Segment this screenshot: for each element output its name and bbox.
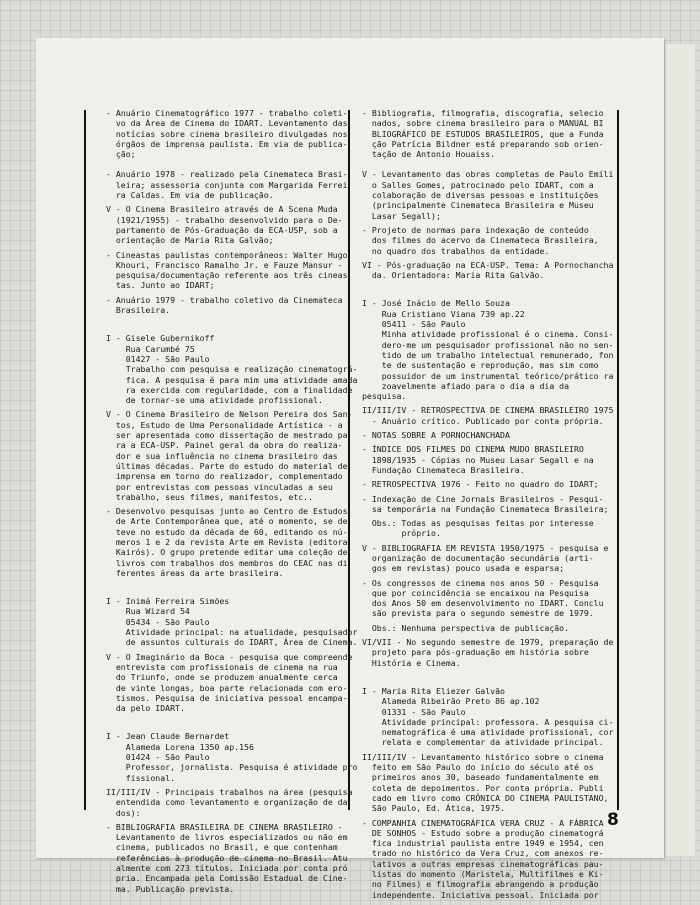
next-page-edge xyxy=(664,44,695,856)
entry-ceac: - Desenvolvo pesquisas junto ao Centro de Estudos de Arte Contemporânea que, até o momento, se de teve no estudo da década de 60, editando os nú- meros 1 e 2 da revista Arte em Revista (editora Kairós). O grupo pretende editar uma coleção de livros com trabalhos dos membros do CEAC nas di ferentes áreas da arte brasileira. xyxy=(106,506,348,578)
entry-inima-simoes: I - Inimá Ferreira Simões Rua Wizard 54 05434 - São Paulo Atividade principal: na atualidade, pesquisador de assuntos culturais do IDART, Área de Cinema. xyxy=(106,596,358,648)
entry-gisele-gubernikoff: I - Gisele Gubernikoff Rua Carumbé 75 01427 - São Paulo Trabalho com pesquisa e realização cinematográ- fica. A pesquisa é para mim uma atividade amada ra exercida com regularidade, com a finalidade de tornar-se uma atividade profissional. xyxy=(106,333,358,406)
right-column xyxy=(362,108,618,900)
entry-anuario-1977: - Anuário Cinematográfico 1977 - trabalho coleti- vo da Área de Cinema do IDART. Levantamento das notícias sobre cinema brasileiro divulgadas nos órgãos de imprensa paulista. Em via de publica- ção; xyxy=(106,108,348,160)
entry-projeto-normas: - Projeto de normas para indexação de conteúdo dos filmes do acervo da Cinemateca Brasileira, no quadro dos trabalhos da entidade. xyxy=(362,224,599,256)
entry-jean-claude-bernardet: I - Jean Claude Bernardet Alameda Lorena 1350 ap.156 01424 - São Paulo Professor, jornalista. Pesquisa é atividade pro fissional. xyxy=(106,731,358,783)
entry-scena-muda: V - O Cinema Brasileiro através de A Scena Muda (1921/1955) - trabalho desenvolvido para o De- partamento de Pós-Graduação da ECA-USP, sob a orientação de Maria Rita Galvão; xyxy=(106,204,343,246)
entry-obs-publicacao: Obs.: Nenhuma perspectiva de publicação. xyxy=(362,622,570,633)
entry-cineastas-paulistas: - Cineastas paulistas contemporâneos: Walter Hugo Khouri, Francisco Ramalho Jr. e Fauze Mansur - pesquisa/documentação referente aos três cineas tas. Junto ao IDART; xyxy=(106,249,348,291)
entry-obs-interesse: Obs.: Todas as pesquisas feitas por interesse próprio. xyxy=(371,518,594,539)
entry-anuario-1978: - Anuário 1978 - realizado pela Cinemateca Brasi- leira; assessoria conjunta com Margarida Ferrei ra Caldas. Em via de publicação. xyxy=(106,169,348,201)
entry-paulo-emilio: V - Levantamento das obras completas de Paulo Emíli o Salles Gomes, patrocinado pelo IDART, com a colaboração de diversas pessoas e instituições (principalmente Cinemateca Brasileira e Museu Lasar Segall); xyxy=(362,169,614,221)
entry-imaginario-boca: V - O Imaginário da Boca - pesquisa que compreende entrevista com profissionais de cinema na rua do Triunfo, onde se produzem anualmente cerca de vinte longas, boa parte relacionada com ero- tismos. Pesquisa de iniciativa pessoal encampa- da pelo IDART. xyxy=(106,651,353,714)
left-column-rule xyxy=(84,110,86,810)
entry-nelson-pereira: V - O Cinema Brasileiro de Nelson Pereira dos San- tos, Estudo de Uma Personalidade Artística - a ser apresentada como dissertação de mestrado pa ra a ECA-USP. Painel geral da obra do realiza- dor e sua influência no cinema brasileiro das últimas décadas. Parte do estudo do material de imprensa em torno do realizador, complementado por entrevistas com pessoas vinculadas a seu trabalho, seus filmes, manifestos, etc.. xyxy=(106,409,353,502)
entry-retrospectiva-1975: II/III/IV - RETROSPECTIVA DE CINEMA BRASILEIRO 1975 - Anuário crítico. Publicado por conta própria. xyxy=(362,405,614,426)
entry-jose-inacio: I - José Inácio de Mello Souza Rua Cristiano Viana 739 ap.22 05411 - São Paulo Minha atividade profissional é o cinema. Consi- dero-me um pesquisador profissional não no sen- tido de um trabalho intelectual remunerado, fon te de sustentação e reprodução, mas sim como possuidor de um instrumental teórico/prático ra zoavelmente afiado para o dia a dia da pesquisa. xyxy=(362,298,614,402)
entry-anuario-1979: - Anuário 1979 - trabalho coletivo da Cinemateca Brasileira. xyxy=(106,294,343,316)
entry-bibliografia-revista: V - BIBLIOGRAFIA EM REVISTA 1950/1975 - pesquisa e organização de documentação secundária (arti- gos em revistas) pouco usada e esparsa; xyxy=(362,542,609,574)
entry-notas-pornochanchada: - NOTAS SOBRE A PORNOCHANCHADA xyxy=(362,430,510,441)
entry-maria-rita-galvao: I - Maria Rita Eliezer Galvão Alameda Ribeirão Preto 86 ap.102 01331 - São Paulo Atividade principal: professora. A pesquisa ci- nematográfica é uma atividade profissional, cor relata e complementar da atividade principal. xyxy=(362,685,614,748)
entry-indice-cinema-mudo: - ÍNDICE DOS FILMES DO CINEMA MUDO BRASILEIRO 1898/1935 - Cópias no Museu Lasar Segall e na Fundação Cinemateca Brasileira. xyxy=(362,444,594,475)
entry-vera-cruz: - COMPANHIA CINEMATOGRÁFICA VERA CRUZ - A FÁBRICA DE SONHOS - Estudo sobre a produção cinematográ fica industrial paulista entre 1949 e 1954, cen trado no histórico da Vera Cruz, com anexos re- lativos a outras empresas cinematográficas pau- listas do momento (Maristela, Multifilmes e Ki- no Filmes) e filmografia abrangendo a produção independente. Iniciativa pessoal. Iniciada por xyxy=(362,817,604,900)
entry-historia-cinema: VI/VII - No segundo semestre de 1979, preparação de projeto para pós-graduação em história sobre História e Cinema. xyxy=(362,637,614,668)
page-number: 8 xyxy=(607,810,619,830)
entry-retrospectiva-1976: - RETROSPECTIVA 1976 - Feito no quadro do IDART; xyxy=(362,479,599,490)
entry-pos-graduacao: VI - Pós-graduação na ECA-USP. Tema: A Pornochancha da. Orientadora: Maria Rita Galvão. xyxy=(362,259,614,281)
entry-congressos-cinema: - Os congressos de cinema nos anos 50 - Pesquisa que por coincidência se encaixou na Pesquisa dos Anos 50 em desenvolvimento no IDART. Conclu são prevista para o segundo semestre de 1979. xyxy=(362,577,604,619)
entry-bibliografia-brasileira: - BIBLIOGRAFIA BRASILEIRA DE CINEMA BRASILEIRO - Levantamento de livros especializados ou não em cinema, publicados no Brasil, e que contenham referências à produção de cinema no Brasil. Atu almente com 273 títulos. Iniciada por conta pró pria. Encampada pela Comissão Estadual de Cine- ma. Publicação prevista. xyxy=(106,821,348,894)
left-column xyxy=(106,108,361,894)
entry-manual-bibliografico: - Bibliografia, filmografia, discografia, selecio nados, sobre cinema brasileiro para o MANUAL BI BLIOGRÁFICO DE ESTUDOS BRASILEIROS, que a Funda ção Patrícia Bildner está preparando sob orien- tação de Antonio Houaiss. xyxy=(362,108,604,160)
entry-levantamento-historico: II/III/IV - Levantamento histórico sobre o cinema feito em São Paulo do início do século até os primeiros anos 30, baseado fundamentalmente em coleta de depoimentos. Por conta própria. Publi cado em livro como CRÔNICA DO CINEMA PAULISTANO, São Paulo, Ed. Ática, 1975. xyxy=(362,751,609,814)
entry-cine-jornais: - Indexação de Cine Jornais Brasileiros - Pesqui- sa temporária na Fundação Cinemateca Brasileira; xyxy=(362,493,609,514)
entry-principais-trabalhos: II/III/IV - Principais trabalhos na área (pesquisa entendida como levantamento e organização de da dos): xyxy=(106,786,353,818)
